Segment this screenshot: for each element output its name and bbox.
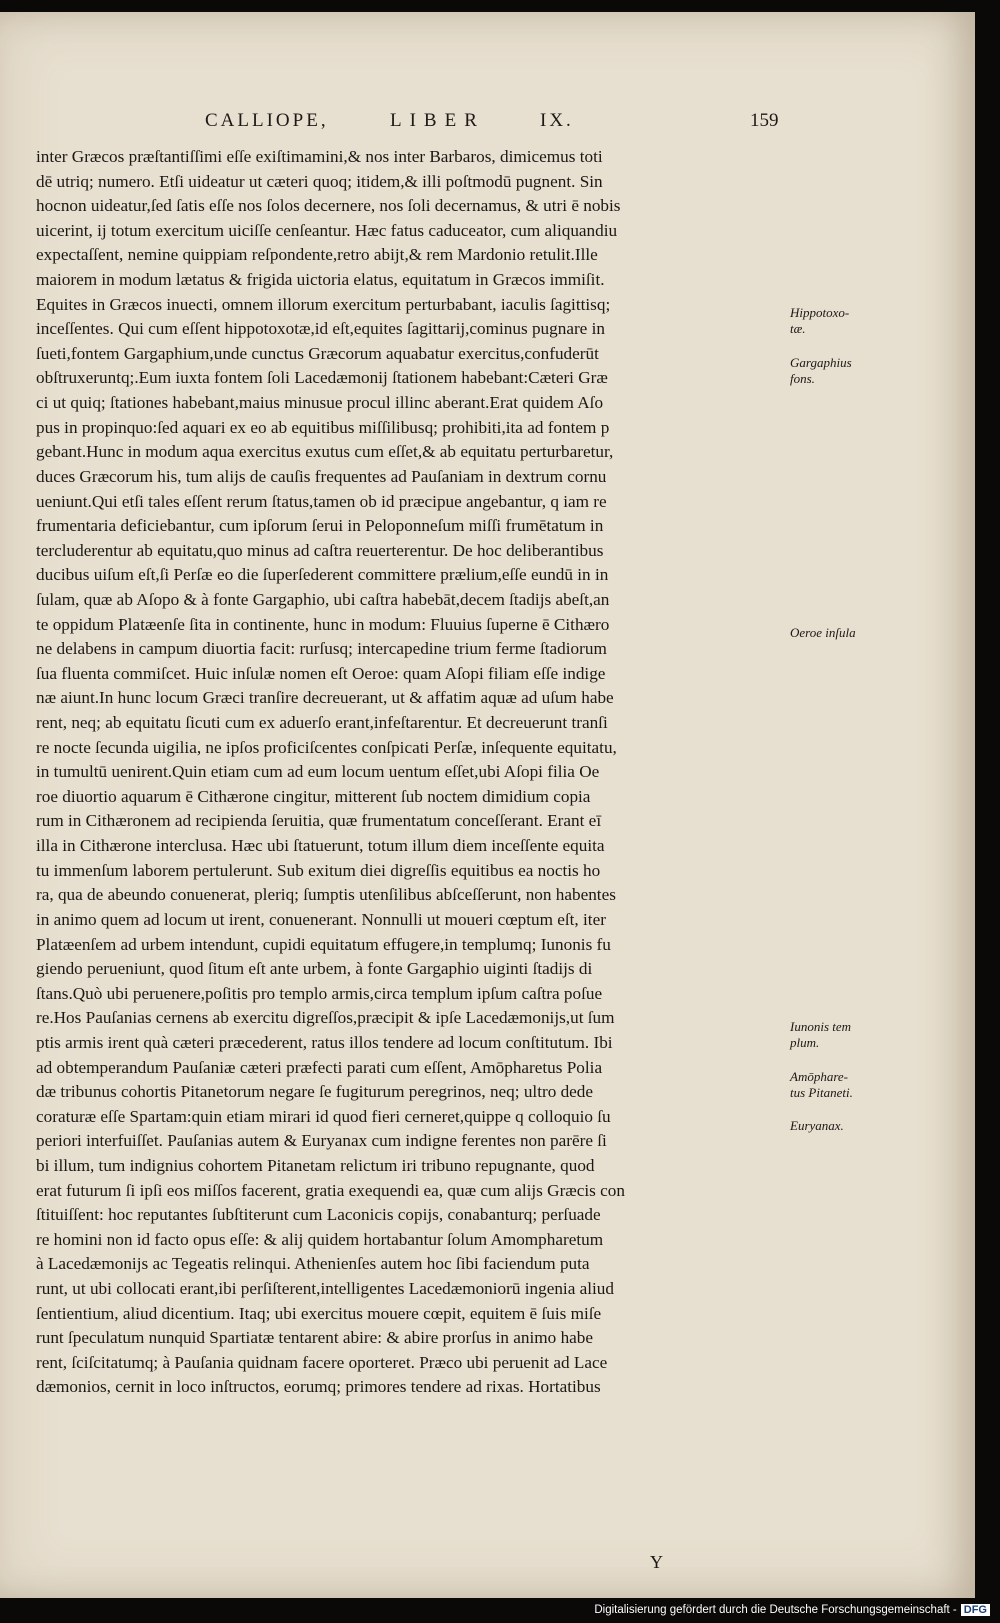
text-line: in animo quem ad locum ut irent, conuenerant. Nonnulli ut moueri cœptum eſt, iter — [36, 909, 606, 929]
text-line: illa in Cithærone interclusa. Hæc ubi ſtatuerunt, totum illum diem inceſſente equita — [36, 836, 605, 856]
text-line: ſtituiſſent: hoc reputantes ſubſtiterunt cum Laconicis copijs, conabanturq; perſuade — [36, 1205, 601, 1225]
margin-note-line: Hippotoxo- — [790, 305, 850, 321]
text-line: à Lacedæmonijs ac Tegeatis relinqui. Athenienſes autem hoc ſibi faciendum puta — [36, 1254, 590, 1274]
margin-note-line: Oeroe inſula — [790, 625, 856, 641]
text-line: dæmonios, cernit in loco inſtructos, eorumq; primores tendere ad rixas. Hortatibus — [36, 1377, 601, 1397]
credit-text: Digitalisierung gefördert durch die Deutsche Forschungsgemeinschaft - — [594, 1604, 957, 1616]
header-middle: LIBER — [390, 110, 485, 131]
page-number: 159 — [750, 110, 779, 131]
margin-note-line: Amōphare- — [790, 1068, 849, 1084]
text-line: runt ſpeculatum nunquid Spartiatæ tentarent abire: & abire prorſus in animo habe — [36, 1328, 594, 1348]
text-line: næ aiunt.In hunc locum Græci tranſire decreuerant, ut & affatim aquæ ad uſum habe — [36, 688, 614, 708]
text-line: ne delabens in campum diuortia facit: rurſusq; intercapedine trium ferme ſtadiorum — [36, 639, 607, 659]
margin-note-line: Gargaphius — [790, 354, 852, 370]
text-line: ſueti,fontem Gargaphium,unde cunctus Græcorum aquabatur exercitus,confuderūt — [36, 343, 599, 363]
text-line: frumentaria deficiebantur, cum ipſorum ſerui in Peloponneſum miſſi frumētatum in — [36, 516, 604, 536]
text-line: runt, ut ubi collocati erant,ibi perſiſterent,intelligentes Lacedæmoniorū ingenia aliud — [36, 1279, 614, 1299]
text-line: in tumultū uenirent.Quin etiam cum ad eum locum uentum eſſet,ubi Aſopi filia Oe — [36, 762, 600, 782]
text-line: dē utriq; numero. Etſi uideatur ut cæteri quoq; itidem,& illi poſtmodū pugnent. Sin — [36, 171, 603, 191]
text-line: hocnon uideatur,ſed ſatis eſſe nos ſolos decernere, nos ſoli decernamus, & utri ē nobis — [36, 196, 621, 216]
text-line: uicerint, ij totum exercitum uiciſſe cenſeantur. Hæc fatus caduceator, cum aliquandiu — [36, 220, 618, 240]
text-line: ad obtemperandum Pauſaniæ cæteri præfecti parati cum eſſent, Amōpharetus Polia — [36, 1057, 603, 1077]
dfg-logo: DFG — [961, 1604, 990, 1616]
text-line: inter Græcos præſtantiſſimi eſſe exiſtimamini,& nos inter Barbaros, dimicemus toti — [36, 147, 603, 166]
margin-note-hippotoxotae — [790, 305, 890, 337]
text-line: pus in propinquo:ſed aquari ex eo ab equitibus miſſilibusq; prohibiti,ita ad fontem p — [36, 417, 610, 437]
book-page — [0, 12, 975, 1598]
text-line: maiorem in modum lætatus & frigida uictoria elatus, equitatum in Græcos immiſit. — [36, 270, 605, 290]
signature-mark: Y — [650, 1552, 663, 1572]
text-line: re homini non id facto opus eſſe: & alij quidem hortabantur ſolum Amompharetum — [36, 1229, 604, 1249]
text-line: rent, neq; ab equitatu ſicuti cum ex aduerſo erant,infeſtarentur. Et decreuerunt tranſi — [36, 713, 608, 733]
text-line: inceſſentes. Qui cum eſſent hippotoxotæ,id eſt,equites ſagittarij,cominus pugnare in — [36, 319, 605, 339]
text-line: ueniunt.Qui etſi tales eſſent rerum ſtatus,tamen ob id præcipue angebantur, q iam re — [36, 491, 607, 511]
text-line: ſtans.Quò ubi peruenere,poſitis pro templo armis,circa templum ipſum caſtra poſue — [36, 983, 603, 1003]
text-line: gebant.Hunc in modum aqua exercitus exutus cum eſſet,& ab equitatu perturbaretur, — [36, 442, 614, 462]
margin-note-oeroe — [790, 625, 890, 641]
margin-note-line: tæ. — [790, 321, 806, 337]
main-text-block — [36, 145, 788, 1400]
text-line: ci ut quiq; ſtationes habebant,maius minusue procul illinc aberant.Erat quidem Aſo — [36, 393, 604, 413]
text-line: ptis armis irent quà cæteri præcederent, ratus illos tendere ad locum conſtitutum. Ibi — [36, 1032, 613, 1052]
text-line: tu immenſum laborem pertulerunt. Sub exitum diei digreſſis equitibus ea noctis ho — [36, 860, 601, 880]
margin-note-euryanax — [790, 1118, 890, 1134]
text-line: periori interfuiſſet. Pauſanias autem & Euryanax cum indigne ferentes non parēre ſi — [36, 1131, 607, 1151]
margin-note-amopharetus — [790, 1069, 890, 1101]
digitization-credit — [594, 1604, 990, 1616]
header-book: IX. — [540, 110, 574, 131]
margin-note-line: Iunonis tem — [790, 1019, 852, 1035]
text-line: tercluderentur ab equitatu,quo minus ad caſtra reuerterentur. De hoc deliberantibus — [36, 540, 604, 560]
text-line: obſtruxeruntq;.Eum iuxta fontem ſoli Lacedæmonij ſtationem habebant:Cæteri Græ — [36, 368, 608, 388]
margin-note-line: tus Pitaneti. — [790, 1084, 853, 1100]
text-line: rent, ſciſcitatumq; à Pauſania quidnam facere oporteret. Præco ubi peruenit ad Lace — [36, 1352, 608, 1372]
text-line: erat futurum ſi ipſi eos miſſos facerent, gratia exequendi ea, quæ cum alijs Græcis con — [36, 1180, 625, 1200]
text-line: re.Hos Pauſanias cernens ab exercitu digreſſos,præcipit & ipſe Lacedæmonijs,ut ſum — [36, 1008, 615, 1028]
text-line: ſentientium, aliud dicentium. Itaq; ubi exercitus mouere cœpit, equitem ē ſuis miſe — [36, 1303, 602, 1323]
margin-note-line: fons. — [790, 370, 815, 386]
text-line: re nocte ſecunda uigilia, ne ipſos proficiſcentes conſpicati Perſæ, inſequente equitatu, — [36, 737, 617, 757]
text-line: Equites in Græcos inuecti, omnem illorum exercitum perturbabant, iaculis ſagittisq; — [36, 294, 611, 314]
text-line: roe diuortio aquarum ē Cithærone cingitur, mitterent ſub noctem dimidium copia — [36, 786, 591, 806]
text-line: bi illum, tum indignius cohortem Pitanetam relictum iri tribuno repugnante, quod — [36, 1155, 595, 1175]
text-line: expectaſſent, nemine quippiam reſpondente,retro abijt,& rem Mardonio retulit.Ille — [36, 245, 598, 265]
text-line: ſulam, quæ ab Aſopo & à fonte Gargaphio, ubi caſtra habebāt,decem ſtadijs abeſt,an — [36, 589, 610, 609]
text-line: giendo perueniunt, quod ſitum eſt ante urbem, à fonte Gargaphio uiginti ſtadijs di — [36, 959, 593, 979]
text-line: Platæenſem ad urbem intendunt, cupidi equitatum effugere,in templumq; Iunonis fu — [36, 934, 611, 954]
text-line: duces Græcorum his, tum alijs de cauſis frequentes ad Pauſaniam in dextrum cornu — [36, 466, 607, 486]
text-line: dæ tribunus cohortis Pitanetorum negare ſe fugiturum peregrinos, neq; ultro dede — [36, 1082, 594, 1102]
running-header — [205, 110, 805, 140]
margin-note-gargaphius — [790, 355, 890, 387]
text-line: ducibus uiſum eſt,ſi Perſæ eo die ſuperſederent committere prælium,eſſe eundū in in — [36, 565, 609, 585]
text-line: coraturæ eſſe Spartam:quin etiam mirari id quod fieri cerneret,quippe q colloquio ſu — [36, 1106, 611, 1126]
text-line: te oppidum Platæenſe ſita in continente, hunc in modum: Fluuius ſuperne ē Cithæro — [36, 614, 610, 634]
header-left: CALLIOPE, — [205, 110, 329, 131]
text-line: ſua fluenta commiſcet. Huic inſulæ nomen eſt Oeroe: quam Aſopi filiam eſſe indige — [36, 663, 606, 683]
text-line: rum in Cithæronem ad recipienda ſeruitia, quæ frumentatum conceſſerant. Erant eī — [36, 811, 602, 831]
margin-note-iunonis — [790, 1019, 890, 1051]
text-line: ra, qua de abeundo conuenerat, pleriq; ſumptis utenſilibus abſceſſerunt, non habentes — [36, 885, 616, 905]
margin-note-line: Euryanax. — [790, 1117, 844, 1133]
margin-note-line: plum. — [790, 1035, 820, 1051]
